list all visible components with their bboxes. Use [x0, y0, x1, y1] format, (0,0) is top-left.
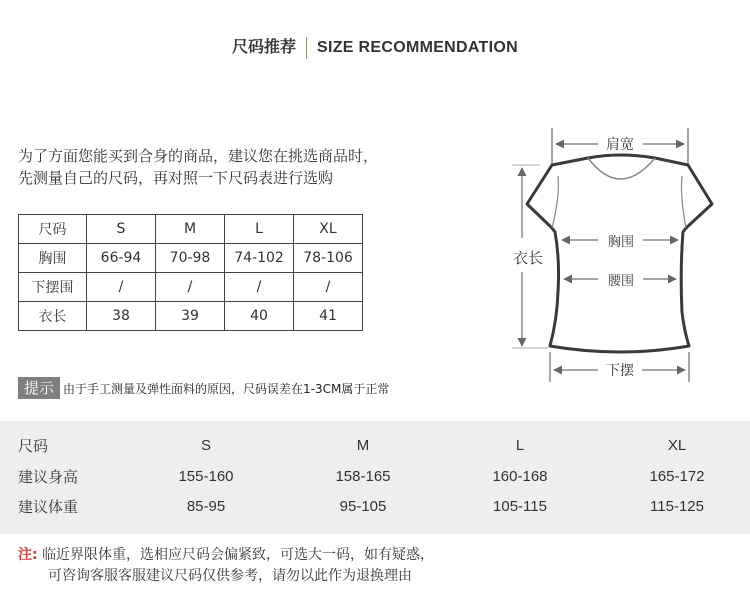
recommend-cell: 105-115 — [493, 498, 547, 515]
recommend-cell: 115-125 — [650, 498, 704, 515]
size-table — [18, 214, 363, 331]
recommend-cell: 95-105 — [339, 498, 387, 515]
recommend-row-label: 建议身高 — [18, 468, 79, 486]
size-table-cell: 39 — [156, 302, 225, 331]
recommend-row-weight — [0, 492, 750, 522]
recommend-row-height — [0, 462, 750, 492]
note-text-2: 可咨询客服客服建议尺码仅供参考，请勿以此作为退换理由 — [48, 568, 412, 584]
size-table-header-row — [19, 215, 363, 244]
tip-badge: 提示 — [18, 377, 60, 399]
intro-line-1: 为了方面您能买到合身的商品，建议您在挑选商品时， — [18, 147, 379, 165]
recommend-cell: 155-160 — [178, 468, 234, 485]
recommend-size: XL — [667, 437, 687, 454]
size-table-cell: 下摆围 — [19, 273, 87, 302]
recommend-row-label: 建议体重 — [18, 498, 79, 516]
title-separator — [306, 37, 307, 59]
tip-row — [18, 377, 389, 399]
size-table-cell: L — [225, 215, 294, 244]
size-table-cell: / — [294, 273, 363, 302]
size-table-cell: XL — [294, 215, 363, 244]
recommend-header-row — [0, 431, 750, 461]
recommend-cell: 158-165 — [335, 468, 391, 485]
recommend-size: L — [515, 437, 525, 454]
chest-label: 胸围 — [607, 235, 635, 250]
size-table-cell: / — [225, 273, 294, 302]
note-mark: 注: — [18, 547, 38, 563]
note — [18, 545, 434, 587]
length-label: 衣长 — [512, 249, 544, 267]
size-table-cell: 胸围 — [19, 244, 87, 273]
size-table-cell: / — [87, 273, 156, 302]
title-en: SIZE RECOMMENDATION — [317, 39, 518, 56]
recommend-size: M — [356, 437, 370, 454]
intro-text — [18, 145, 378, 189]
recommend-cell: 85-95 — [186, 498, 226, 515]
size-table-cell: 66-94 — [87, 244, 156, 273]
size-table-row — [19, 302, 363, 331]
size-table-cell: 41 — [294, 302, 363, 331]
size-table-cell: 70-98 — [156, 244, 225, 273]
waist-label: 腰围 — [607, 274, 635, 289]
tip-text: 由于手工测量及弹性面料的原因，尺码误差在1-3CM属于正常 — [63, 381, 390, 396]
note-text-1: 临近界限体重，选相应尺码会偏紧致，可选大一码，如有疑惑， — [42, 547, 435, 563]
size-table-cell: M — [156, 215, 225, 244]
hem-label: 下摆 — [606, 363, 634, 379]
recommend-cell: 160-168 — [492, 468, 548, 485]
size-table-cell: 74-102 — [225, 244, 294, 273]
recommend-cell: 165-172 — [649, 468, 705, 485]
size-table-cell: S — [87, 215, 156, 244]
shoulder-label: 肩宽 — [606, 137, 634, 153]
recommendation-table — [0, 421, 750, 534]
page-header — [0, 34, 750, 59]
tshirt-outline — [527, 155, 712, 352]
size-table-cell: 78-106 — [294, 244, 363, 273]
intro-line-2: 先测量自己的尺码，再对照一下尺码表进行选购 — [18, 169, 334, 187]
recommend-size: S — [200, 437, 211, 454]
size-table-cell: 衣长 — [19, 302, 87, 331]
recommend-header-label: 尺码 — [18, 437, 49, 455]
size-table-cell: 尺码 — [19, 215, 87, 244]
size-table-row — [19, 244, 363, 273]
size-table-cell: 38 — [87, 302, 156, 331]
size-table-cell: / — [156, 273, 225, 302]
title-cn: 尺码推荐 — [232, 37, 297, 56]
tshirt-diagram — [500, 120, 730, 390]
size-table-cell: 40 — [225, 302, 294, 331]
size-table-row — [19, 273, 363, 302]
note-line-1 — [18, 545, 434, 566]
